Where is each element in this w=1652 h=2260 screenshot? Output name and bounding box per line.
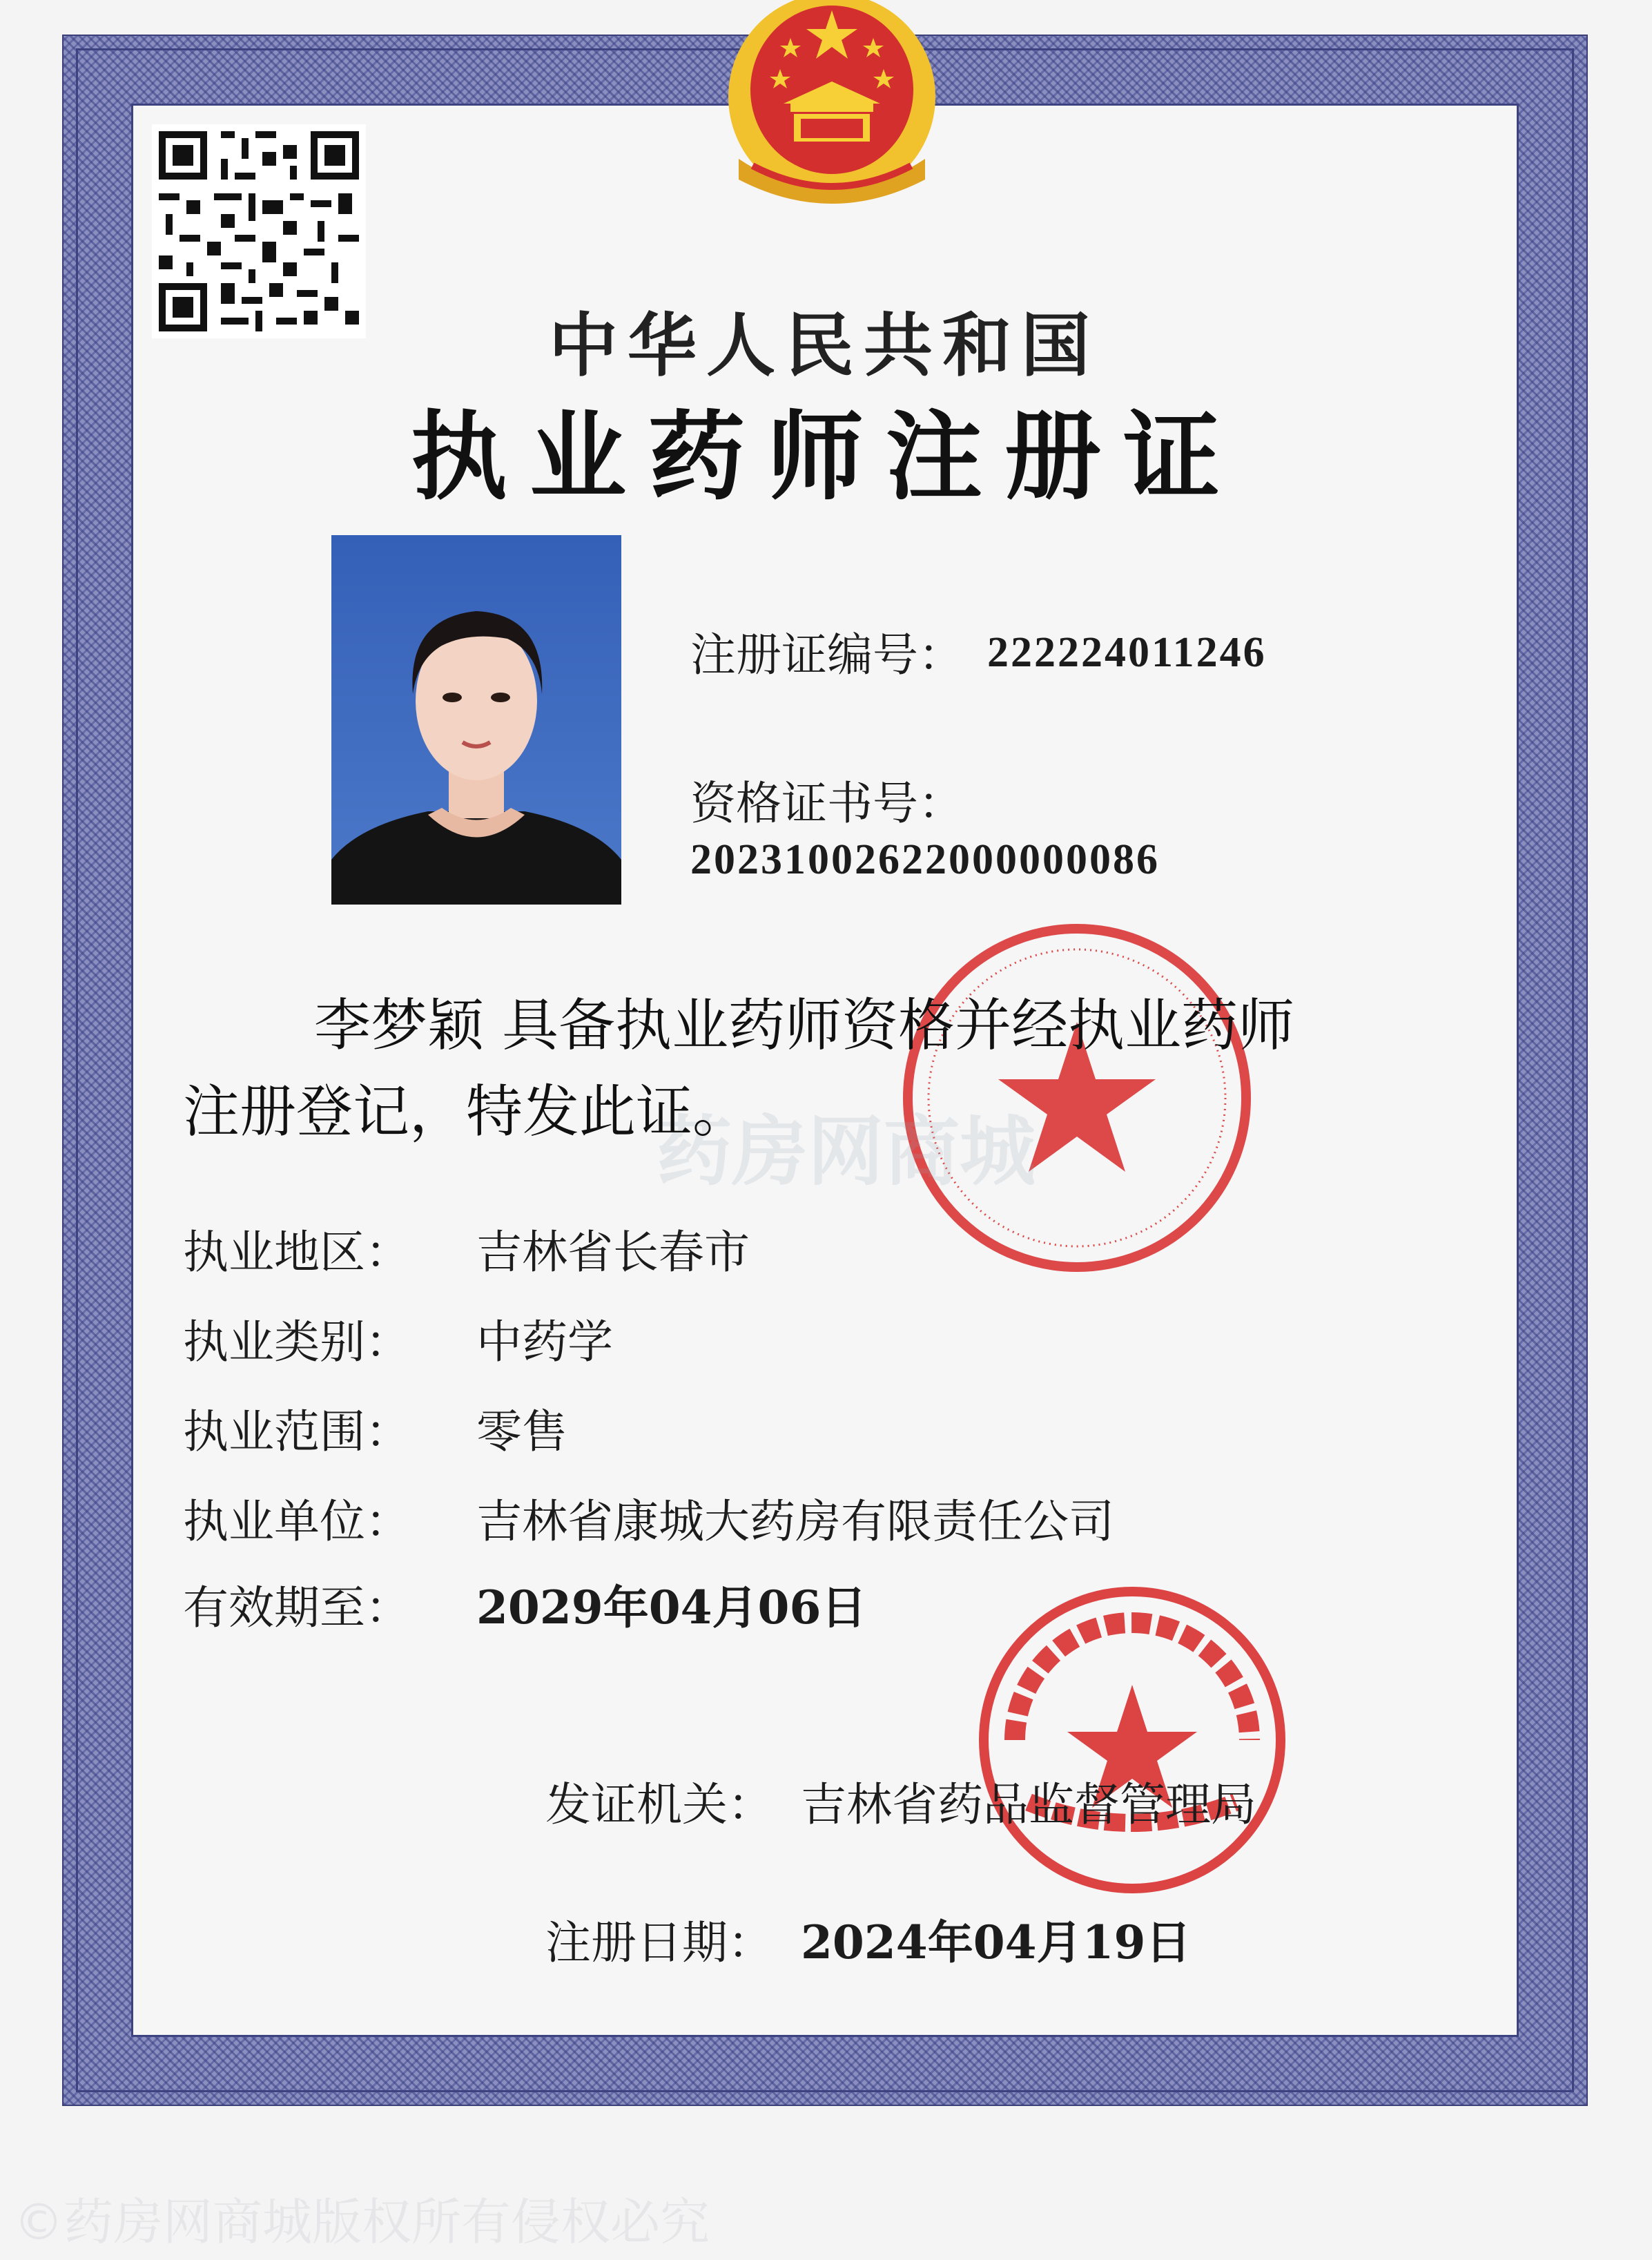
field-value-employer: 吉林省康城大药房有限责任公司: [476, 1495, 1114, 1548]
field-value-scope: 零售: [476, 1405, 567, 1458]
country-title: 中华人民共和国: [549, 305, 1100, 386]
reg-date-label: 注册日期：: [545, 1916, 773, 1969]
issuer-label: 发证机关：: [545, 1778, 773, 1831]
certificate-title: 执业药师注册证: [411, 401, 1243, 514]
qual-no-label: 资格证书号：: [690, 777, 964, 830]
statement-line-1: 李梦颖 具备执业药师资格并经执业药师: [314, 993, 1295, 1059]
field-label-region: 执业地区：: [183, 1226, 411, 1279]
reg-no-value: 222224011246: [987, 629, 1267, 676]
field-label-category: 执业类别：: [183, 1315, 411, 1369]
field-label-scope: 执业范围：: [183, 1405, 411, 1458]
issuer-value: 吉林省药品监督管理局: [801, 1778, 1256, 1831]
field-value-region: 吉林省长春市: [476, 1226, 750, 1279]
field-value-valid-until: 2029年04月06日: [476, 1581, 867, 1634]
national-emblem-icon: [725, 0, 939, 207]
field-label-employer: 执业单位：: [183, 1495, 411, 1548]
field-label-valid-until: 有效期至：: [183, 1581, 411, 1634]
copyright-watermark: ©药房网商城版权所有侵权必究: [14, 2193, 710, 2251]
authority-seal-icon: [973, 1581, 1291, 1899]
reg-date-value: 2024年04月19日: [801, 1915, 1192, 1969]
field-value-category: 中药学: [476, 1315, 613, 1369]
qr-code-icon: [152, 124, 366, 338]
reg-no-label: 注册证编号：: [690, 628, 964, 682]
qual-no-value: 20231002622000000086: [690, 836, 1160, 883]
statement-line-2: 注册登记，特发此证。: [183, 1079, 750, 1145]
holder-photo: [331, 535, 621, 905]
middle-watermark: 药房网商城: [656, 1108, 1036, 1196]
